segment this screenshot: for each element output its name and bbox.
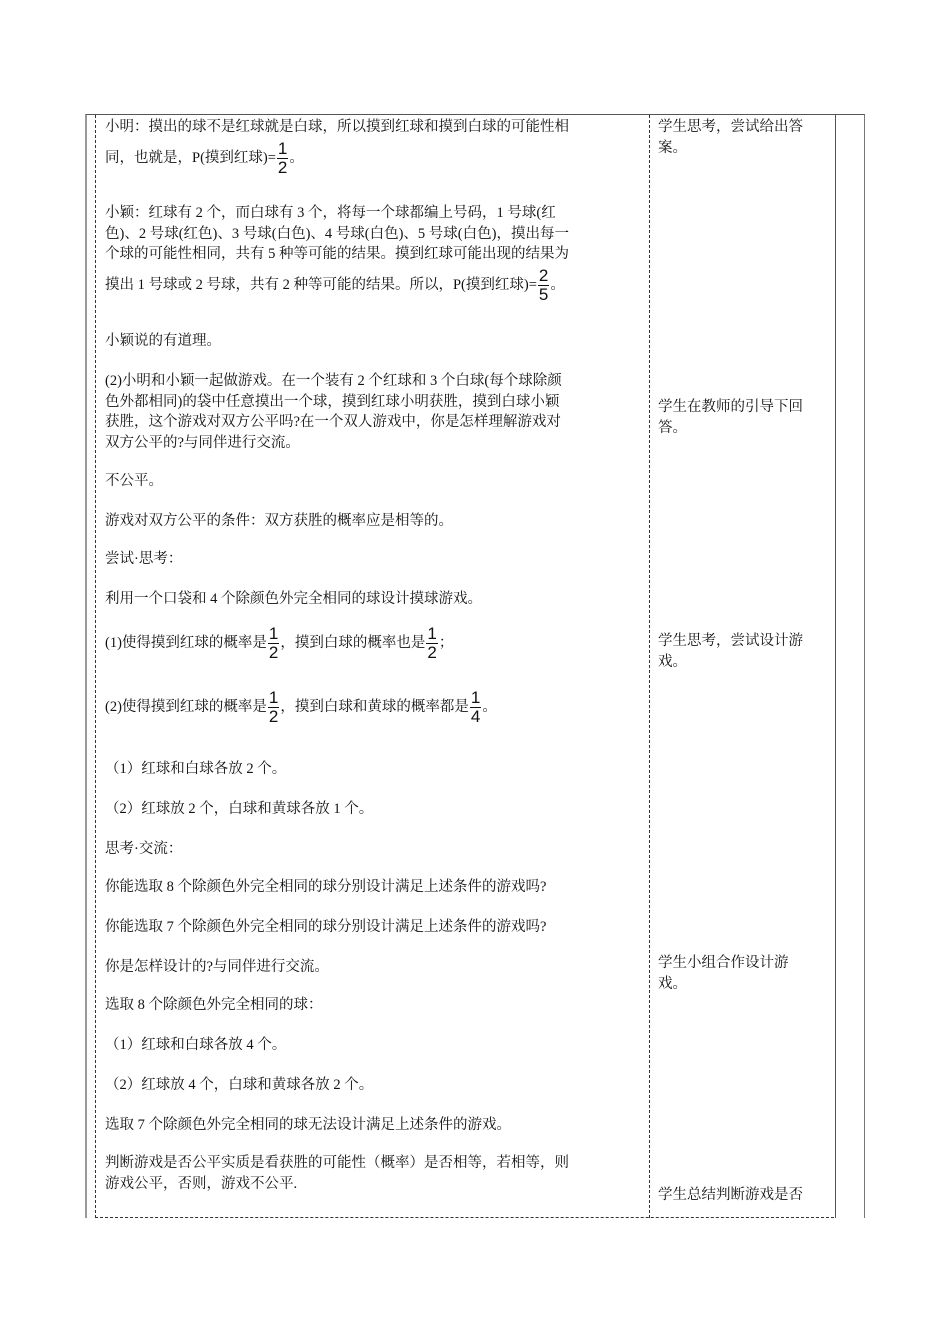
- text-line: 获胜，这个游戏对双方公平吗?在一个双人游戏中，你是怎样理解游戏对: [105, 414, 561, 430]
- lesson-table: [85, 114, 865, 1218]
- fraction-numerator: 2: [538, 265, 549, 285]
- section-heading-try-think: 尝试·思考：: [105, 551, 183, 567]
- text-span: 。: [550, 276, 565, 293]
- answer-7-balls: 选取 7 个除颜色外完全相同的球无法设计满足上述条件的游戏。: [105, 1117, 511, 1133]
- text-span: 。: [289, 149, 304, 166]
- text-line: 判断游戏是否公平实质是看获胜的可能性（概率）是否相等，若相等，则: [105, 1155, 569, 1171]
- paragraph-fair-condition: 游戏对双方公平的条件：双方获胜的概率应是相等的。: [105, 513, 453, 529]
- question-7-balls: 你能选取 7 个除颜色外完全相同的球分别设计满足上述条件的游戏吗?: [105, 919, 547, 935]
- text-line: 学生小组合作设计游: [658, 955, 789, 971]
- paragraph-condition-1: [105, 625, 645, 662]
- text-line: 个球的可能性相同，共有 5 种等可能的结果。摸到红球可能出现的结果为: [105, 246, 569, 262]
- text-line: 学生总结判断游戏是否: [658, 1187, 803, 1203]
- text-line: 戏。: [658, 653, 687, 670]
- text-line: 双方公平的?与同伴进行交流。: [105, 434, 300, 451]
- column-divider-2: [835, 115, 836, 1218]
- fraction: [426, 625, 437, 662]
- section-heading-think-exchange: 思考·交流：: [105, 841, 183, 857]
- text-span: 同，也就是，P(摸到红球)=: [105, 149, 276, 166]
- text-span: 摸出 1 号球或 2 号球，共有 2 种等可能的结果。所以，P(摸到红球)=: [105, 276, 537, 293]
- inner-left-border: [95, 115, 96, 1218]
- text-span: (1)使得摸到红球的概率是: [105, 634, 267, 651]
- text-line: 学生思考，尝试设计游: [658, 633, 803, 649]
- fraction-numerator: 1: [427, 624, 437, 643]
- fraction-denominator: 5: [538, 284, 549, 304]
- student-activity-note-5: [658, 1185, 830, 1206]
- text-line: (2)小明和小颖一起做游戏。在一个装有 2 个红球和 3 个白球(每个球除颜: [105, 373, 562, 389]
- text-line: [105, 140, 645, 177]
- paragraph-design-task: 利用一个口袋和 4 个除颜色外完全相同的球设计摸球游戏。: [105, 591, 482, 607]
- text-span: ；: [438, 634, 454, 651]
- text-span: 。: [482, 698, 497, 715]
- answer-1: （1）红球和白球各放 2 个。: [105, 761, 287, 777]
- question-8-balls: 你能选取 8 个除颜色外完全相同的球分别设计满足上述条件的游戏吗?: [105, 879, 547, 895]
- text-line: 学生在教师的引导下回: [658, 399, 803, 415]
- student-activity-note-4: [658, 953, 830, 994]
- column-divider-1: [649, 115, 650, 1218]
- paragraph-conclusion: 小颖说的有道理。: [105, 333, 221, 349]
- text-span: ，摸到白球和黄球的概率都是: [280, 698, 469, 715]
- text-line: 色外都相同)的袋中任意摸出一个球，摸到红球小明获胜，摸到白球小颖: [105, 393, 560, 410]
- fraction: [470, 689, 481, 726]
- paragraph-condition-2: [105, 689, 645, 726]
- fraction-denominator: 2: [268, 707, 279, 726]
- student-activity-note-2: [658, 397, 830, 438]
- fraction-numerator: 1: [268, 624, 279, 643]
- fraction: [538, 267, 549, 304]
- answer-2: （2）红球放 2 个，白球和黄球各放 1 个。: [105, 801, 374, 817]
- paragraph-game-question: [105, 371, 645, 453]
- text-span: (2)使得摸到红球的概率是: [105, 698, 267, 715]
- text-line: 小颖：红球有 2 个，而白球有 3 个，将每一个球都编上号码，1 号球(红: [105, 205, 556, 221]
- paragraph-xiaoying: [105, 203, 645, 304]
- answer-8-balls-1: （1）红球和白球各放 4 个。: [105, 1037, 287, 1053]
- fraction: [268, 625, 279, 662]
- student-activity-note-1: [658, 117, 830, 158]
- student-activity-note-3: [658, 631, 830, 672]
- text-line: 答。: [658, 419, 687, 436]
- text-line: 游戏公平，否则，游戏不公平.: [105, 1175, 298, 1192]
- text-line: 色)、2 号球(红色)、3 号球(白色)、4 号球(白色)、5 号球(白色)，摸出每一: [105, 225, 569, 242]
- question-how-design: 你是怎样设计的?与同伴进行交流。: [105, 959, 329, 975]
- fraction-denominator: 2: [427, 643, 437, 662]
- fraction-numerator: 1: [470, 688, 481, 707]
- text-line: [105, 267, 645, 304]
- fraction-numerator: 1: [277, 138, 288, 158]
- answer-8-balls-2: （2）红球放 4 个，白球和黄球各放 2 个。: [105, 1077, 374, 1093]
- paragraph-xiaoming: [105, 117, 645, 177]
- fraction-denominator: 2: [277, 157, 288, 177]
- text-line: 小明：摸出的球不是红球就是白球，所以摸到红球和摸到白球的可能性相: [105, 119, 569, 135]
- fraction-numerator: 1: [268, 688, 279, 707]
- text-line: 案。: [658, 139, 687, 156]
- paragraph-summary: [105, 1153, 645, 1194]
- fraction: [277, 140, 288, 177]
- fraction: [268, 689, 279, 726]
- text-line: 戏。: [658, 975, 687, 992]
- text-line: 学生思考，尝试给出答: [658, 119, 803, 135]
- text-span: ，摸到白球的概率也是: [280, 634, 426, 651]
- fraction-denominator: 4: [470, 707, 481, 726]
- bottom-border: [95, 1217, 834, 1218]
- paragraph-unfair: 不公平。: [105, 473, 163, 489]
- fraction-denominator: 2: [268, 643, 279, 662]
- answer-8-balls-heading: 选取 8 个除颜色外完全相同的球：: [105, 997, 323, 1013]
